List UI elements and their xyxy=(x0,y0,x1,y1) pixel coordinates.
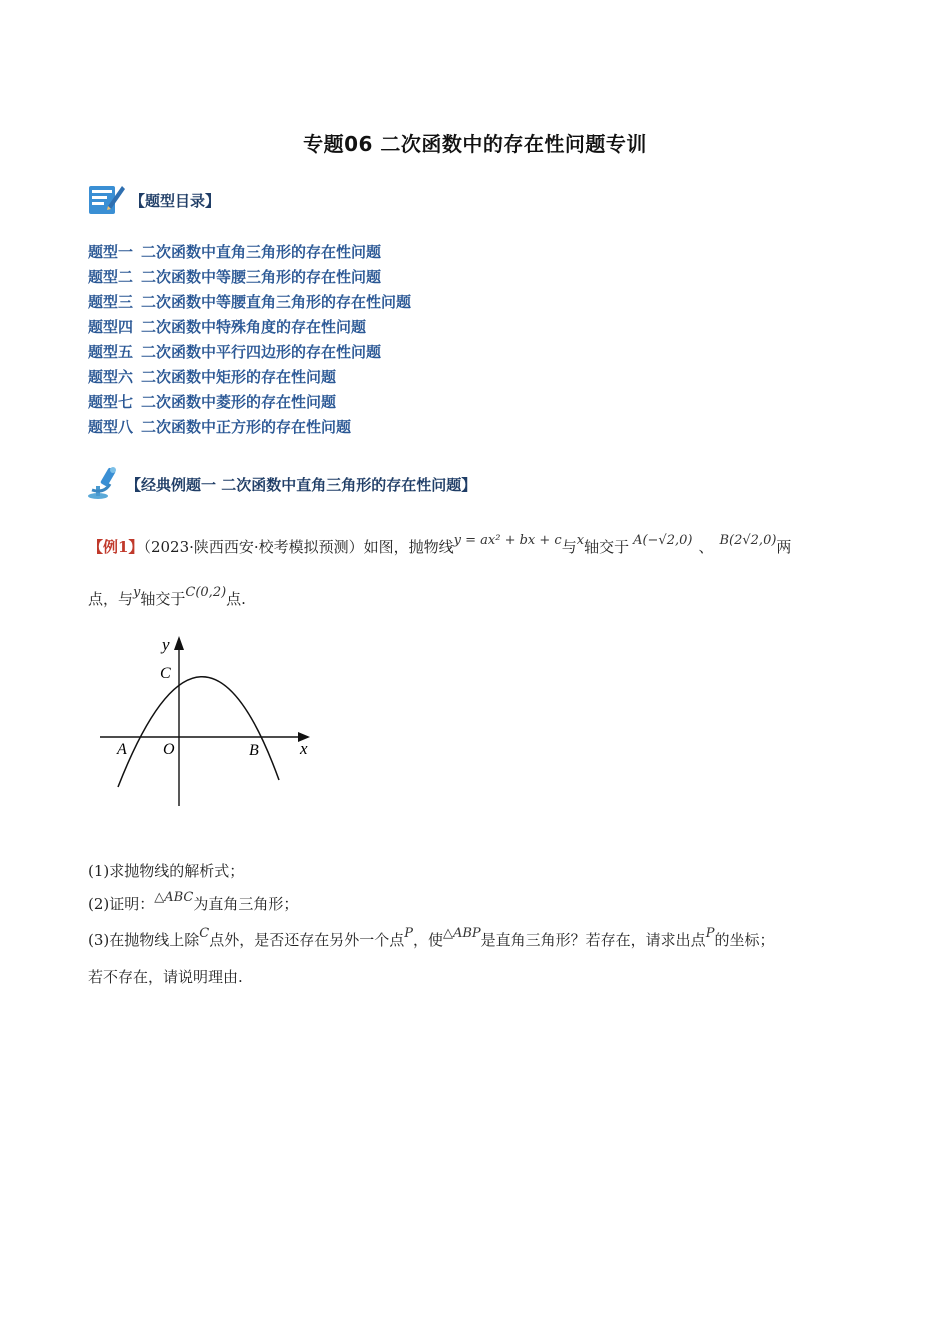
catalog-item-2[interactable]: 题型二 二次函数中等腰三角形的存在性问题 xyxy=(88,268,382,286)
label-b: B xyxy=(249,742,259,759)
question-3-continued: 若不存在，请说明理由. xyxy=(88,968,243,986)
label-a: A xyxy=(117,741,127,758)
y-axis-arrow xyxy=(174,636,184,650)
catalog-header xyxy=(86,180,220,220)
example-tag: 【例1】 xyxy=(88,538,144,556)
example-section-label: 【经典例题一 二次函数中直角三角形的存在性问题】 xyxy=(126,475,477,494)
example-line-1: 【例1】（2023·陕西西安·校考模拟预测）如图，抛物线y = ax² + bx + c与x轴交于 A(−√2,0) 、 B(2√2,0)两 xyxy=(88,533,792,556)
catalog-item-5[interactable]: 题型五 二次函数中平行四边形的存在性问题 xyxy=(88,343,382,361)
catalog-item-6[interactable]: 题型六 二次函数中矩形的存在性问题 xyxy=(88,368,337,386)
label-o: O xyxy=(163,741,175,758)
catalog-item-1[interactable]: 题型一 二次函数中直角三角形的存在性问题 xyxy=(88,243,382,261)
parabola-figure xyxy=(96,630,326,819)
page-title: 专题06 二次函数中的存在性问题专训 xyxy=(303,132,647,156)
label-y: y xyxy=(162,635,170,654)
catalog-list xyxy=(88,240,411,440)
example-source: （2023·陕西西安·校考模拟预测）如图，抛物线 xyxy=(143,538,454,556)
point-c: C(0,2) xyxy=(185,585,227,600)
triangle-abc: △ABC xyxy=(154,890,194,905)
question-1: (1)求抛物线的解析式； xyxy=(88,862,245,880)
catalog-item-3[interactable]: 题型三 二次函数中等腰直角三角形的存在性问题 xyxy=(88,293,412,311)
question-2: (2)证明：△ABC为直角三角形； xyxy=(88,890,299,913)
catalog-label: 【题型目录】 xyxy=(130,191,221,210)
catalog-item-4[interactable]: 题型四 二次函数中特殊角度的存在性问题 xyxy=(88,318,367,336)
question-3: (3)在抛物线上除C点外，是否还存在另外一个点P，使△ABP是直角三角形？若存在，请求出点P的坐标； xyxy=(88,926,775,949)
point-b: B(2√2,0) xyxy=(719,533,777,548)
x-variable: x xyxy=(576,533,585,548)
parabola-curve xyxy=(118,677,279,787)
label-c: C xyxy=(160,665,171,682)
example-line-2: 点，与y轴交于C(0,2)点. xyxy=(88,585,246,608)
example-section-header xyxy=(86,464,476,504)
triangle-abp: △ABP xyxy=(442,926,481,941)
microscope-icon xyxy=(86,464,124,504)
point-a: A(−√2,0) xyxy=(633,533,693,548)
equation: y = ax² + bx + c xyxy=(453,533,562,548)
label-x: x xyxy=(300,739,308,758)
catalog-item-8[interactable]: 题型八 二次函数中正方形的存在性问题 xyxy=(88,418,352,436)
y-variable: y xyxy=(133,585,141,600)
catalog-item-7[interactable]: 题型七 二次函数中菱形的存在性问题 xyxy=(88,393,337,411)
notebook-pencil-icon xyxy=(86,180,126,220)
